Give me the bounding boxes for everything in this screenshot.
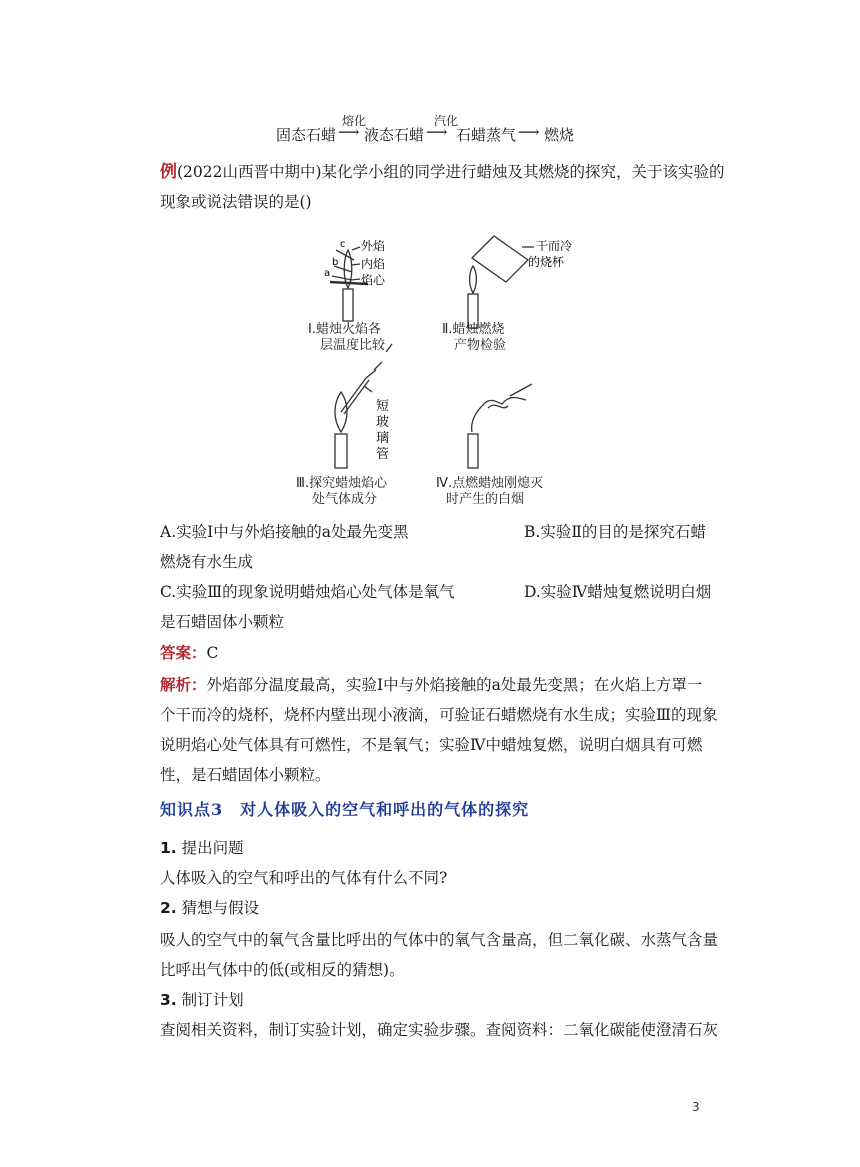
fig1-caption-line-2: 层温度比较 <box>320 338 386 353</box>
step-3-body: 查阅相关资料，制订实验计划，确定实验步骤。查阅资料：二氧化碳能使澄清石灰 <box>160 1021 719 1039</box>
fig2-caption-line-2: 产物检验 <box>454 338 507 353</box>
fig4-caption <box>436 476 543 508</box>
step-2-body-1: 吸人的空气中的氧气含量比呼出的气体中的氧气含量高，但二氧化碳、水蒸气含量 <box>160 931 719 949</box>
section-title: 知识点3 对人体吸入的空气和呼出的气体的探究 <box>160 800 530 819</box>
flow-arrow-2: ⟶ <box>426 123 448 141</box>
step-3-title: 制订计划 <box>181 991 244 1009</box>
flow-solid-wax: 固态石蜡 <box>276 126 337 144</box>
flow-arrow-label-melt: 熔化 <box>342 114 367 128</box>
example-text-1: (2022山西晋中期中)某化学小组的同学进行蜡烛及其燃烧的探究，关于该实验的 <box>177 163 725 181</box>
fig3-tube-label-4: 管 <box>376 447 390 462</box>
fig2-caption <box>442 322 506 354</box>
step-3-heading <box>160 990 244 1010</box>
step-1-heading <box>160 838 244 858</box>
step-2-heading <box>160 898 259 918</box>
fig1-label-outer-flame: 外焰 <box>361 239 386 253</box>
option-a: A.实验Ⅰ中与外焰接触的a处最先变黑 <box>160 523 409 541</box>
flow-arrow-label-vaporize: 汽化 <box>434 114 459 128</box>
example-line-2: 现象或说法错误的是() <box>160 193 312 211</box>
page-number: 3 <box>692 1100 700 1114</box>
flow-wax-vapor: 石蜡蒸气 <box>456 126 517 144</box>
answer-value: C <box>206 644 219 662</box>
analysis-line-2: 个干而冷的烧杯，烧杯内壁出现小液滴，可验证石蜡燃烧有水生成；实验Ⅲ的现象 <box>160 706 718 724</box>
fig3-caption <box>296 476 387 508</box>
option-d: D.实验Ⅳ蜡烛复燃说明白烟 <box>524 583 712 601</box>
option-b: B.实验Ⅱ的目的是探究石蜡 <box>524 523 706 541</box>
step-1-title: 提出问题 <box>181 839 244 857</box>
step-2-number: 2. <box>160 899 177 917</box>
option-d-continued: 是石蜡固体小颗粒 <box>160 613 285 631</box>
step-1-number: 1. <box>160 839 177 857</box>
analysis-line-4: 性，是石蜡固体小颗粒。 <box>160 766 331 784</box>
option-c: C.实验Ⅲ的现象说明蜡烛焰心处气体是氧气 <box>160 583 455 601</box>
fig1-label-flame-core: 焰心 <box>361 273 386 287</box>
fig3-tube-label-1: 短 <box>376 399 390 414</box>
answer <box>160 643 218 663</box>
example-label: 例 <box>160 162 177 182</box>
fig2-label-beaker-2: 的烧杯 <box>528 255 565 269</box>
experiment-figures <box>296 236 573 512</box>
fig1-label-c: c <box>340 239 346 250</box>
fig1-caption-line-1: Ⅰ.蜡烛火焰各 <box>308 322 381 337</box>
analysis-line-3: 说明焰心处气体具有可燃性，不是氧气；实验Ⅳ中蜡烛复燃，说明白烟具有可燃 <box>160 736 703 754</box>
step-2-title: 猜想与假设 <box>181 899 260 917</box>
step-1-body: 人体吸入的空气和呼出的气体有什么不同? <box>160 869 448 887</box>
step-2-body-2: 比呼出气体中的低(或相反的猜想)。 <box>160 961 405 979</box>
analysis-label: 解析： <box>160 675 207 694</box>
fig4-caption-line-2: 时产生的白烟 <box>446 492 525 507</box>
experiment-figures-svg <box>296 236 573 512</box>
flow-arrow-1: ⟶ <box>338 123 360 141</box>
fig1-label-a: a <box>324 268 331 279</box>
step-3-number: 3. <box>160 991 177 1009</box>
answer-label: 答案： <box>160 643 207 662</box>
option-b-continued: 燃烧有水生成 <box>160 553 254 571</box>
fig1-label-b: b <box>332 257 339 268</box>
fig3-tube-label-2: 玻 <box>376 415 390 430</box>
example-line-1 <box>160 162 725 182</box>
flow-arrow-3: ⟶ <box>518 123 540 141</box>
fig3-caption-line-2: 处气体成分 <box>312 492 378 507</box>
fig2-label-beaker-1: 干而冷 <box>536 239 573 253</box>
flow-combustion: 燃烧 <box>544 126 575 144</box>
fig1-label-inner-flame: 内焰 <box>361 257 386 271</box>
analysis-text-1: 外焰部分温度最高，实验Ⅰ中与外焰接触的a处最先变黑；在火焰上方罩一 <box>206 676 703 694</box>
analysis-line-1 <box>160 675 702 695</box>
flow-liquid-wax: 液态石蜡 <box>364 126 425 144</box>
fig3-caption-line-1: Ⅲ.探究蜡烛焰心 <box>296 476 388 491</box>
fig4-caption-line-1: Ⅳ.点燃蜡烛刚熄灭 <box>436 476 544 491</box>
fig1-caption <box>308 322 385 354</box>
fig3-tube-label-3: 璃 <box>376 431 390 446</box>
phase-change-flow <box>276 112 606 146</box>
fig2-caption-line-1: Ⅱ.蜡烛燃烧 <box>442 322 505 337</box>
